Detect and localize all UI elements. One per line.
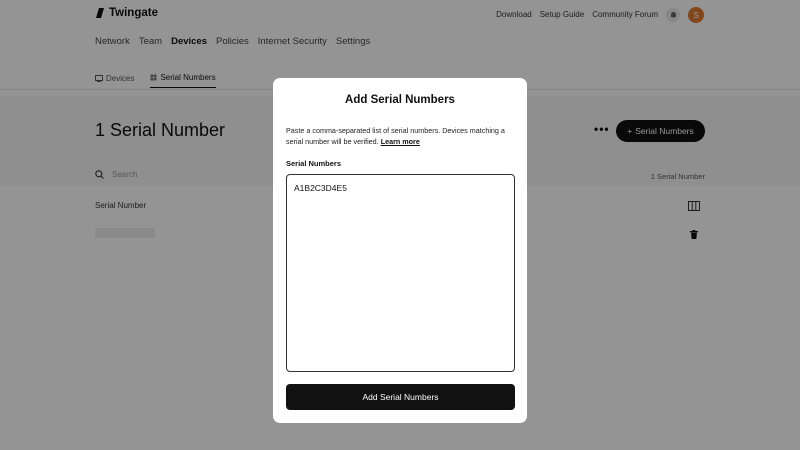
plus-icon: +: [627, 126, 633, 136]
result-count: 1 Serial Number: [650, 172, 705, 181]
nav-team[interactable]: Team: [138, 36, 163, 47]
tab-devices-label: Devices: [106, 73, 135, 83]
dialog-description: [286, 125, 516, 147]
dialog-title: Add Serial Numbers: [345, 94, 455, 106]
add-serial-numbers-dialog: [273, 78, 527, 423]
avatar[interactable]: S: [688, 7, 704, 23]
download-link[interactable]: Download: [496, 10, 532, 19]
nav-internet-security[interactable]: Internet Security: [257, 36, 327, 47]
page-title: 1 Serial Number: [95, 120, 226, 140]
serial-numbers-textarea[interactable]: [286, 174, 515, 372]
column-header-serial-number[interactable]: Serial Number: [95, 201, 147, 210]
dialog-description-text: Paste a comma-separated list of serial numbers. Devices matching a serial number will be verified.: [286, 126, 505, 146]
add-serial-numbers-submit-button[interactable]: Add Serial Numbers: [286, 384, 515, 410]
serial-numbers-field-label: Serial Numbers: [286, 159, 342, 168]
nav-network[interactable]: Network: [95, 36, 130, 47]
learn-more-link[interactable]: Learn more: [380, 137, 420, 146]
nav-policies[interactable]: Policies: [216, 36, 249, 47]
add-serial-numbers-label: Serial Numbers: [635, 126, 694, 136]
logo-text: Twingate: [109, 7, 158, 19]
search-input[interactable]: Search: [112, 170, 138, 179]
tab-serial-numbers-label: Serial Numbers: [160, 73, 216, 82]
community-forum-link[interactable]: Community Forum: [592, 10, 658, 19]
setup-guide-link[interactable]: Setup Guide: [539, 10, 585, 19]
nav-devices[interactable]: Devices: [171, 36, 207, 47]
nav-settings[interactable]: Settings: [335, 36, 371, 47]
more-options-button[interactable]: •••: [594, 122, 610, 136]
